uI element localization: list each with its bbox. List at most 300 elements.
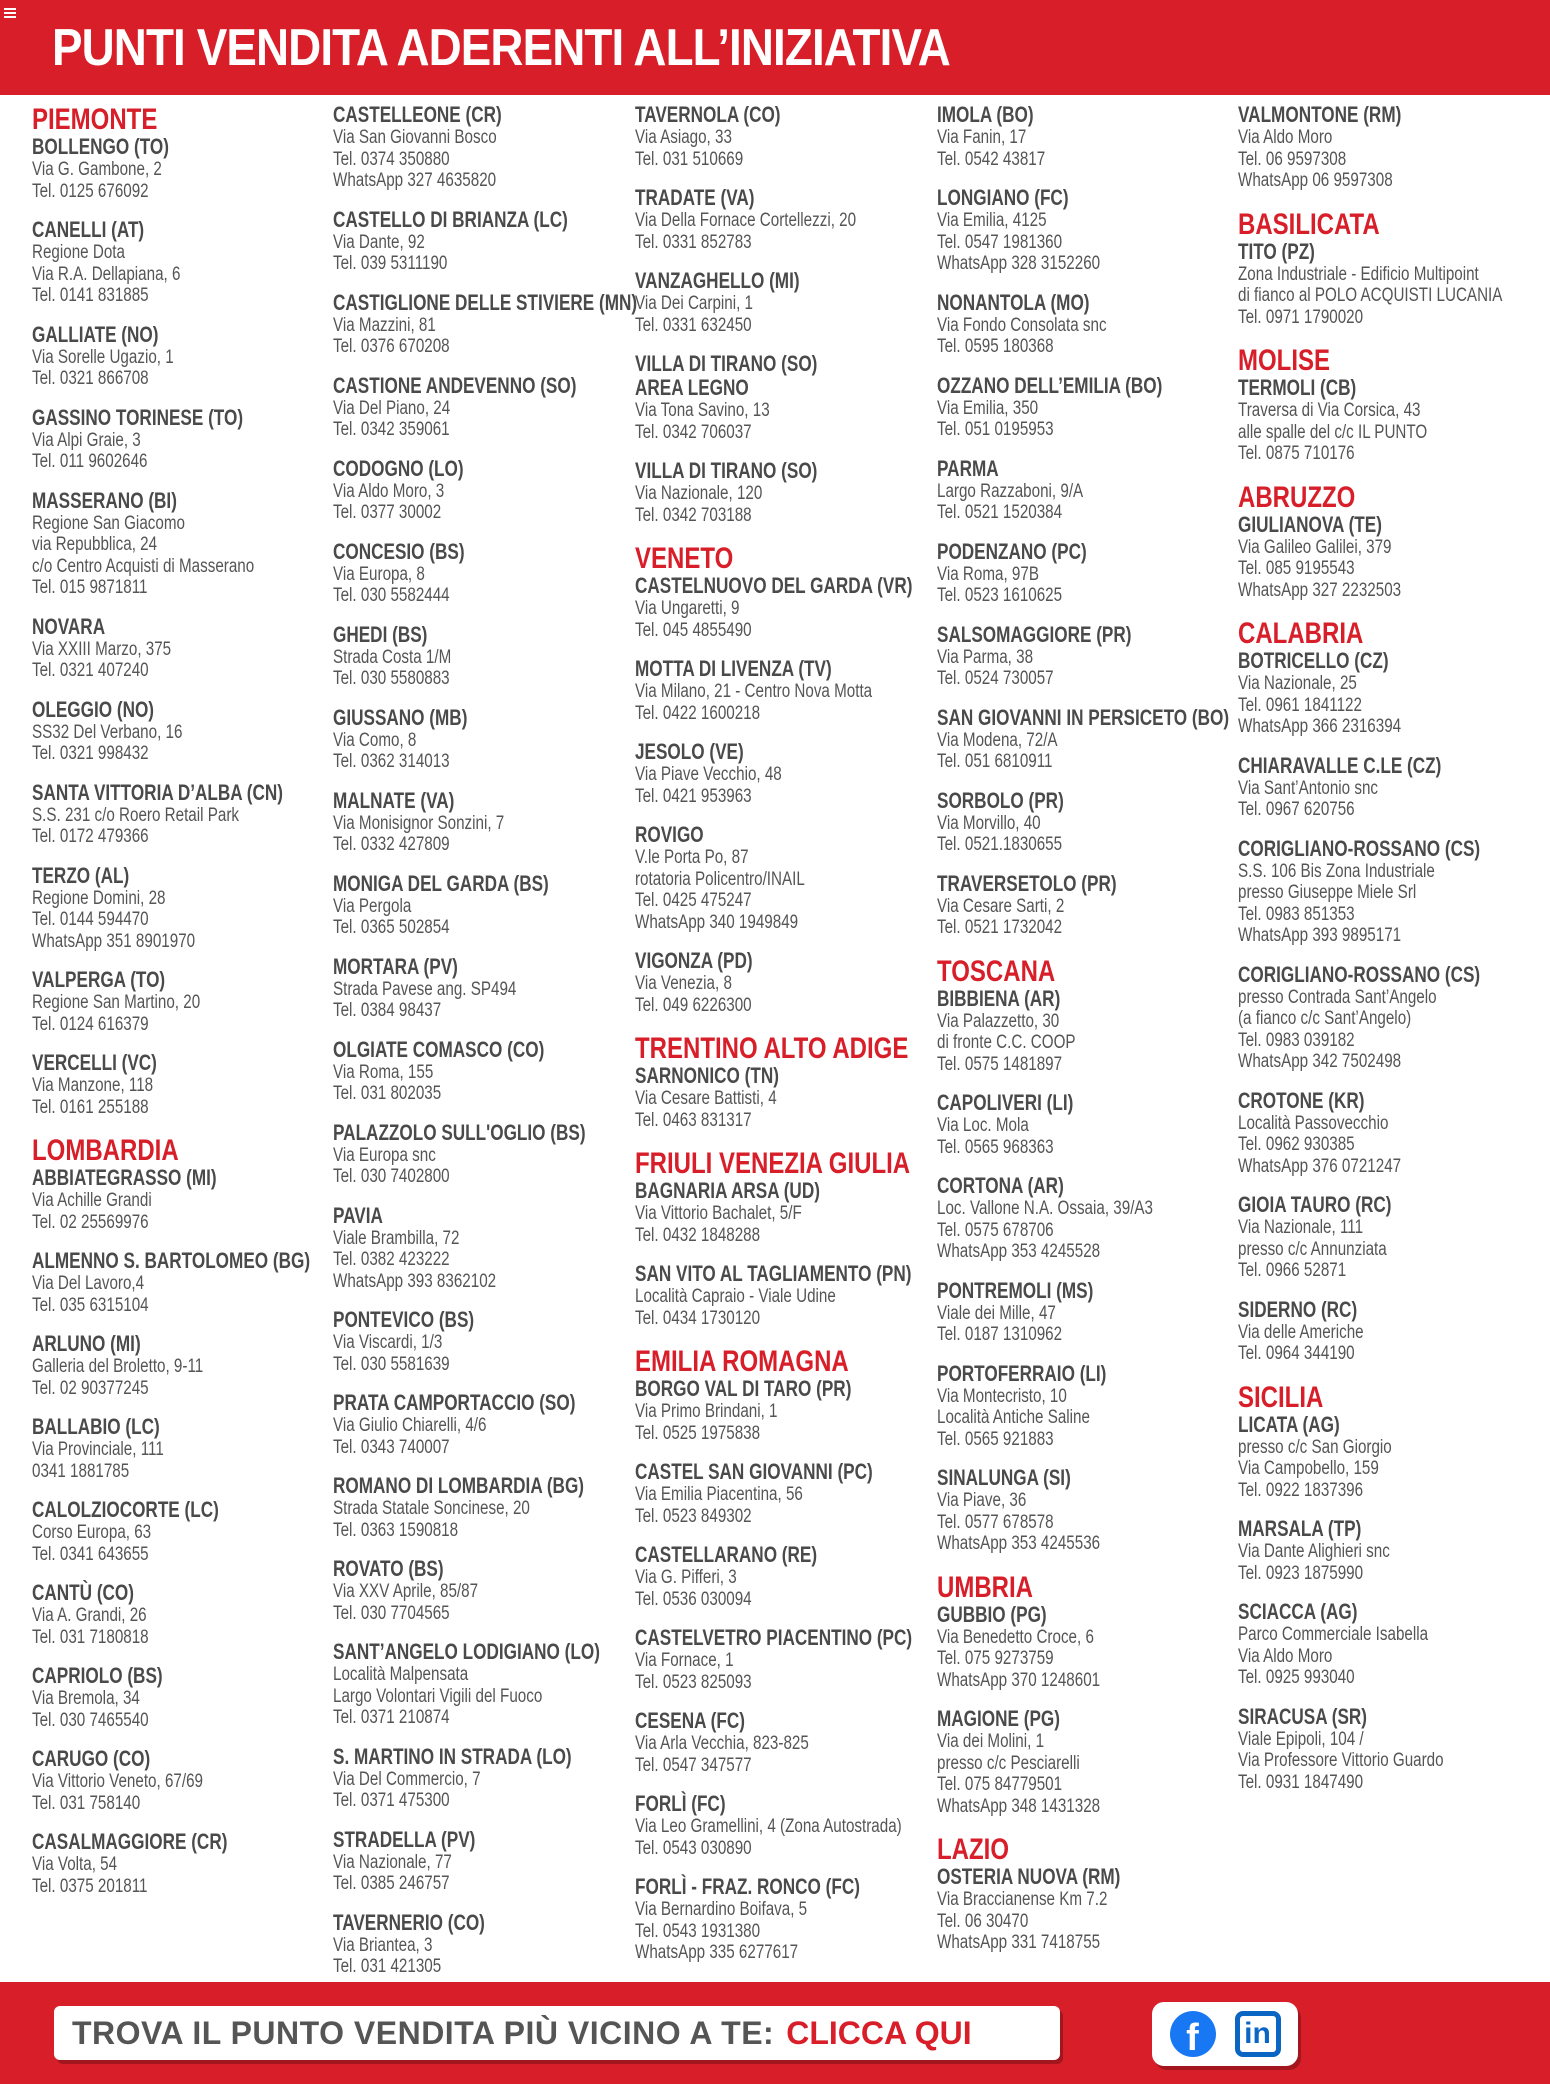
store-address-line: presso c/c Pesciarelli [937,1752,1080,1774]
store-entry [1238,103,1538,192]
store-phone: Tel. 0371 475300 [333,1790,450,1811]
store-entry [32,615,332,682]
store-address-line: Via Primo Brindani, 1 [635,1401,778,1422]
store-phone: Tel. 0523 849302 [635,1505,752,1527]
store-entry [635,1064,935,1131]
store-name: ALMENNO S. BARTOLOMEO (BG) [32,1248,311,1273]
store-entry [333,540,633,607]
store-address-line: Via Morvillo, 40 [937,812,1041,834]
store-address-line: Viale Brambilla, 72 [333,1227,460,1249]
store-whatsapp: WhatsApp 370 1248601 [937,1669,1101,1691]
store-address-line: Via Cesare Sarti, 2 [937,895,1065,917]
page-title: PUNTI VENDITA ADERENTI ALL’INIZIATIVA [52,19,950,77]
store-entry [32,323,332,390]
store-phone: Tel. 030 7402800 [333,1166,450,1187]
store-name: GIUSSANO (MB) [333,704,468,730]
store-phone: Tel. 0542 43817 [937,148,1046,170]
store-phone: Tel. 0575 678706 [937,1219,1054,1241]
store-entry [1238,1089,1538,1178]
store-phone: Tel. 0172 479366 [32,826,149,847]
store-phone: Tel. 0525 1975838 [635,1422,761,1444]
store-name: CANTÙ (CO) [32,1580,134,1605]
store-whatsapp: WhatsApp 348 1431328 [937,1795,1101,1817]
store-entry [333,706,633,773]
store-address-line: Via Della Fornace Cortellezzi, 20 [635,210,857,231]
store-phone: Tel. 0144 594470 [32,909,149,930]
store-phone: Tel. 0374 350880 [333,148,450,170]
store-address-line: Via Arla Vecchia, 823-825 [635,1733,809,1754]
store-name: LONGIANO (FC) [937,185,1069,210]
store-address-line: Via Del Piano, 24 [333,397,451,419]
store-column-2 [333,102,638,1994]
store-name: CASTELVETRO PIACENTINO (PC) [635,1625,913,1650]
menu-icon[interactable] [4,8,16,18]
store-address-line: Via Monisignor Sonzini, 7 [333,812,505,834]
store-entry [937,1707,1237,1817]
store-address-line: Località Capraio - Viale Udine [635,1286,836,1307]
store-entry [1238,754,1538,821]
store-address-line: Via Nazionale, 77 [333,1851,452,1873]
store-entry [32,1747,332,1814]
region-heading: UMBRIA [937,1570,1033,1604]
store-address-line: rotatoria Policentro/INAIL [635,868,805,890]
store-phone: Tel. 0434 1730120 [635,1307,761,1329]
store-name: BORGO VAL DI TARO (PR) [635,1376,852,1401]
store-phone: Tel. 02 90377245 [32,1377,149,1399]
store-name: VALMONTONE (RM) [1238,102,1402,127]
store-address-line: Strada Costa 1/M [333,646,452,668]
store-phone: Tel. 0875 710176 [1238,443,1355,464]
store-address-line: Via Del Lavoro,4 [32,1273,145,1294]
store-whatsapp: WhatsApp 328 3152260 [937,253,1101,274]
store-phone: Tel. 0964 344190 [1238,1343,1355,1364]
store-phone: Tel. 030 7465540 [32,1709,149,1731]
store-entry [333,955,633,1022]
store-phone: Tel. 0523 1610625 [937,585,1063,606]
store-name: OSTERIA NUOVA (RM) [937,1864,1121,1889]
store-name: TAVERNERIO (CO) [333,1909,485,1935]
store-address-line: Via Vittorio Bachalet, 5/F [635,1203,802,1224]
store-phone: Tel. 031 758140 [32,1792,141,1814]
store-phone: Tel. 085 9195543 [1238,558,1355,579]
store-column-3 [635,103,935,1980]
store-address-line: Via Fondo Consolata snc [937,314,1107,336]
store-entry [635,186,935,253]
store-phone: Tel. 0385 246757 [333,1873,450,1894]
store-entry [333,1391,633,1458]
store-phone: Tel. 02 25569976 [32,1211,149,1233]
store-phone: Tel. 0983 039182 [1238,1029,1355,1051]
store-entry [333,1911,633,1978]
store-entry [1238,649,1538,738]
store-name: TERMOLI (CB) [1238,375,1357,400]
store-address-line: Via Campobello, 159 [1238,1458,1379,1479]
store-name: CASTELLO DI BRIANZA (LC) [333,206,568,232]
store-address-line: Via Piave Vecchio, 48 [635,764,782,785]
store-whatsapp: WhatsApp 351 8901970 [32,930,196,952]
store-whatsapp: WhatsApp 340 1949849 [635,911,799,933]
store-name: BOTRICELLO (CZ) [1238,648,1389,673]
store-name: CORTONA (AR) [937,1173,1064,1198]
store-address-line: via Repubblica, 24 [32,534,158,555]
store-address-line: di fronte C.C. COOP [937,1032,1076,1053]
store-address-line: Via Montecristo, 10 [937,1385,1067,1407]
store-address-line: Via Emilia, 4125 [937,210,1047,231]
store-address-line: presso c/c San Giorgio [1238,1436,1392,1458]
store-address-line: Via Dante, 92 [333,231,425,253]
store-address-line: Via Viscardi, 1/3 [333,1332,443,1353]
store-address-line: Via Briantea, 3 [333,1934,433,1956]
store-whatsapp: WhatsApp 06 9597308 [1238,170,1393,191]
store-column-5 [1238,103,1538,1809]
store-entry [937,623,1237,690]
store-address-line: Via Piave, 36 [937,1490,1027,1511]
store-name: SINALUNGA (SI) [937,1465,1071,1490]
store-phone: Tel. 051 0195953 [937,419,1054,440]
store-address-line: presso Contrada Sant’Angelo [1238,986,1437,1008]
store-entry [635,459,935,526]
store-address-line: Località Passovecchio [1238,1112,1389,1134]
store-entry [937,1279,1237,1346]
store-name: CASTIONE ANDEVENNO (SO) [333,372,577,398]
store-name: ROMANO DI LOMBARDIA (BG) [333,1473,585,1498]
store-entry [1238,837,1538,947]
store-name: ROVATO (BS) [333,1556,444,1581]
store-address-line: Via Palazzetto, 30 [937,1010,1060,1032]
store-entry [32,698,332,765]
store-whatsapp: WhatsApp 342 7502498 [1238,1051,1402,1072]
store-address-line: Via Galileo Galilei, 379 [1238,536,1392,558]
store-phone: Tel. 0565 968363 [937,1136,1054,1158]
store-entry [635,1262,935,1329]
store-address-line: Via dei Molini, 1 [937,1731,1045,1752]
store-entry [937,872,1237,939]
store-phone: Tel. 015 9871811 [32,577,148,598]
store-name: CARUGO (CO) [32,1746,151,1771]
store-name: TRAVERSETOLO (PR) [937,870,1117,896]
store-name: SAN VITO AL TAGLIAMENTO (PN) [635,1261,912,1286]
region-heading: ABRUZZO [1238,480,1356,514]
store-entry [937,186,1237,275]
store-phone: Tel. 0343 740007 [333,1436,450,1458]
store-address-line: Via Benedetto Croce, 6 [937,1626,1094,1648]
store-name: MAGIONE (PG) [937,1706,1060,1731]
store-entry [333,789,633,856]
store-name: MOTTA DI LIVENZA (TV) [635,656,832,681]
store-address-line: Via Giulio Chiarelli, 4/6 [333,1415,487,1436]
store-address-line: Parco Commerciale Isabella [1238,1624,1429,1645]
store-name: TITO (PZ) [1238,238,1315,264]
store-phone: Tel. 0521.1830655 [937,834,1063,855]
store-name: VERCELLI (VC) [32,1050,157,1075]
store-entry [1238,376,1538,465]
store-phone: Tel. 0375 201811 [32,1875,148,1897]
store-phone: Tel. 0421 953963 [635,785,752,807]
store-phone: Tel. 0524 730057 [937,668,1054,689]
store-address-line: Via Ungaretti, 9 [635,598,740,619]
region-heading: FRIULI VENEZIA GIULIA [635,1147,911,1180]
store-address-line: SS32 Del Verbano, 16 [32,721,183,743]
store-entry [937,103,1237,170]
store-address-line: Regione San Martino, 20 [32,992,201,1013]
store-entry [333,1828,633,1895]
region-heading: SICILIA [1238,1380,1324,1414]
store-name: VALPERGA (TO) [32,967,166,992]
store-address-line: Via Milano, 21 - Centro Nova Motta [635,681,873,702]
store-entry [1238,1193,1538,1282]
store-entry [333,623,633,690]
store-entry [1238,1298,1538,1365]
store-entry [32,489,332,599]
store-name: SALSOMAGGIORE (PR) [937,621,1132,647]
region-heading: MOLISE [1238,344,1331,377]
store-name: CASTEL SAN GIOVANNI (PC) [635,1459,873,1484]
store-address-line: Via Roma, 97B [937,563,1039,585]
store-address-line: alle spalle del c/c IL PUNTO [1238,421,1428,443]
store-address-line: Via XXV Aprile, 85/87 [333,1581,479,1602]
store-name: GHEDI (BS) [333,621,428,647]
store-entry [333,374,633,441]
store-entry [333,1038,633,1105]
store-entry [32,1830,332,1897]
store-phone: Tel. 075 84779501 [937,1774,1063,1795]
store-name: CESENA (FC) [635,1708,745,1733]
store-address-line: (a fianco c/c Sant’Angelo) [1238,1008,1412,1029]
store-phone: Tel. 0547 347577 [635,1754,752,1776]
store-name: STRADELLA (PV) [333,1826,476,1852]
store-phone: Tel. 0384 98437 [333,1000,442,1021]
store-phone: Tel. 0363 1590818 [333,1519,459,1541]
facebook-icon[interactable] [1170,2011,1216,2057]
store-phone: Tel. 030 7704565 [333,1602,450,1624]
store-address-line: Via Modena, 72/A [937,729,1058,751]
store-name: MASSERANO (BI) [32,487,177,513]
store-whatsapp: WhatsApp 366 2316394 [1238,716,1402,737]
store-name: CALOLZIOCORTE (LC) [32,1497,219,1522]
store-name: GALLIATE (NO) [32,321,159,347]
store-name: TAVERNOLA (CO) [635,102,781,127]
store-name: TERZO (AL) [32,862,130,888]
store-phone: Tel. 0536 030094 [635,1588,752,1610]
store-address-line: Località Antiche Saline [937,1407,1090,1428]
store-address-line: Via Del Commercio, 7 [333,1768,481,1790]
store-address-line: Via Sant’Antonio snc [1238,777,1378,799]
store-entry [1238,513,1538,602]
store-phone: Tel. 031 421305 [333,1956,442,1977]
store-entry [333,1640,633,1729]
store-whatsapp: WhatsApp 331 7418755 [937,1932,1101,1953]
store-whatsapp: WhatsApp 393 9895171 [1238,925,1402,946]
store-entry [937,374,1237,441]
store-phone: Tel. 0161 255188 [32,1096,149,1118]
store-name: TRADATE (VA) [635,185,755,210]
store-address-line: Via Nazionale, 111 [1238,1217,1364,1238]
store-address-line: Via Tona Savino, 13 [635,400,770,421]
store-address-line: Via Dante Alighieri snc [1238,1541,1390,1562]
store-address-line: Largo Razzaboni, 9/A [937,480,1084,502]
store-phone: Tel. 0321 407240 [32,660,149,681]
find-store-button[interactable] [54,2006,1060,2060]
store-entry [635,823,935,933]
store-name: VANZAGHELLO (MI) [635,268,800,293]
store-phone: Tel. 045 4855490 [635,619,752,641]
store-name: PORTOFERRAIO (LI) [937,1360,1107,1386]
store-name: PONTREMOLI (MS) [937,1277,1094,1303]
store-name: ARLUNO (MI) [32,1331,141,1356]
store-entry [32,135,332,202]
store-entry [32,1498,332,1565]
store-name: NONANTOLA (MO) [937,289,1090,315]
header-bar [0,0,1550,95]
store-entry [1238,1517,1538,1584]
linkedin-icon[interactable] [1235,2011,1281,2057]
store-address-line: Via Como, 8 [333,729,417,751]
store-name: MONIGA DEL GARDA (BS) [333,870,549,896]
store-address-line: Via Pergola [333,895,412,917]
store-entry [937,540,1237,607]
store-entry [1238,963,1538,1073]
store-name: OZZANO DELL’EMILIA (BO) [937,372,1163,398]
store-phone: Tel. 075 9273759 [937,1648,1054,1669]
store-whatsapp: WhatsApp 393 8362102 [333,1270,497,1292]
store-phone: Tel. 039 5311190 [333,253,448,274]
store-entry [635,1875,935,1964]
store-address-line: Via Achille Grandi [32,1190,152,1211]
store-phone: Tel. 0925 993040 [1238,1667,1355,1688]
linkedin-glyph: in [1244,2017,1271,2050]
store-name: VIGONZA (PD) [635,948,753,973]
store-name: SORBOLO (PR) [937,787,1064,813]
store-name: IMOLA (BO) [937,102,1034,127]
store-name: MALNATE (VA) [333,787,455,813]
store-phone: Tel. 0521 1732042 [937,917,1063,938]
store-name: SCIACCA (AG) [1238,1599,1358,1624]
store-address-line: Via Roma, 155 [333,1061,434,1083]
store-entry [635,1460,935,1527]
store-address-line: Zona Industriale - Edificio Multipoint [1238,263,1479,285]
store-phone: Tel. 0422 1600218 [635,702,761,724]
store-name: CASTELLARANO (RE) [635,1542,818,1567]
store-name: PAVIA [333,1202,383,1228]
store-address-line: Via G. Gambone, 2 [32,159,162,180]
store-entry [333,1474,633,1541]
store-address-line: Via Bremola, 34 [32,1688,140,1709]
store-address-line: Via San Giovanni Bosco [333,127,497,148]
store-entry [333,208,633,275]
store-address-line: S.S. 231 c/o Roero Retail Park [32,804,239,826]
store-phone: Tel. 0565 921883 [937,1428,1054,1450]
store-phone: Tel. 0382 423222 [333,1249,450,1270]
store-phone: Tel. 0125 676092 [32,180,149,202]
store-phone: Tel. 0983 851353 [1238,903,1355,925]
store-phone: Tel. 0575 1481897 [937,1053,1063,1075]
store-column-1 [32,103,332,1913]
store-address-line: Via Fanin, 17 [937,127,1027,148]
store-phone: Tel. 0547 1981360 [937,231,1063,253]
store-name: SANTA VITTORIA D’ALBA (CN) [32,779,284,805]
store-phone: Tel. 049 6226300 [635,994,752,1016]
facebook-glyph: f [1186,2016,1199,2059]
store-address-line: Via Provinciale, 111 [32,1439,164,1460]
store-address-line: presso Giuseppe Miele Srl [1238,882,1417,903]
store-name: GUBBIO (PG) [937,1601,1047,1627]
store-name: SIDERNO (RC) [1238,1296,1358,1322]
store-entry [1238,1705,1538,1794]
store-phone: Tel. 0931 1847490 [1238,1771,1364,1793]
store-phone: Tel. 0463 831317 [635,1109,752,1131]
store-entry [32,864,332,953]
store-list [32,103,1532,1983]
region-heading: LAZIO [937,1833,1009,1866]
store-address-line: Via delle Americhe [1238,1321,1364,1343]
store-address-line: Via Volta, 54 [32,1854,118,1875]
store-entry [32,1664,332,1731]
store-phone: Tel. 0425 475247 [635,890,752,911]
store-address-line: Traversa di Via Corsica, 43 [1238,400,1421,421]
store-entry [32,1051,332,1118]
store-name: GASSINO TORINESE (TO) [32,404,244,430]
store-entry [937,1174,1237,1263]
store-address-line: 0341 1881785 [32,1460,130,1482]
store-address-line: Regione Domini, 28 [32,887,166,909]
store-entry [937,457,1237,524]
store-address-line: Loc. Vallone N.A. Ossaia, 39/A3 [937,1198,1154,1219]
footer-bar [0,1982,1550,2084]
store-entry [333,872,633,939]
store-entry [937,291,1237,358]
store-phone: Tel. 0342 359061 [333,419,450,440]
store-address-line: Via Aldo Moro [1238,1645,1333,1667]
store-phone: Tel. 0321 998432 [32,743,149,764]
store-entry [635,1377,935,1444]
store-address-line: Via A. Grandi, 26 [32,1605,147,1626]
store-phone: Tel. 0577 678578 [937,1511,1054,1533]
store-entry [635,574,935,641]
store-entry [32,218,332,307]
store-name: ABBIATEGRASSO (MI) [32,1165,217,1190]
store-name: GIULIANOVA (TE) [1238,511,1382,537]
store-whatsapp: WhatsApp 353 4245528 [937,1241,1101,1262]
store-entry [937,1362,1237,1451]
region-heading: BASILICATA [1238,207,1380,241]
store-address-line: Via Sorelle Ugazio, 1 [32,346,174,368]
store-phone: Tel. 0376 670208 [333,336,450,357]
store-entry [32,1415,332,1482]
click-here-link[interactable]: CLICCA QUI [786,2014,972,2051]
store-entry [635,269,935,336]
store-entry [333,103,633,192]
store-name: PALAZZOLO SULL'OGLIO (BS) [333,1119,586,1145]
store-entry [635,352,935,443]
store-phone: Tel. 06 9597308 [1238,148,1347,170]
store-name: MORTARA (PV) [333,953,458,979]
store-entry [937,1603,1237,1692]
store-address-line: Via Nazionale, 25 [1238,673,1357,694]
store-name: CAPOLIVERI (LI) [937,1090,1074,1115]
store-address-line: S.S. 106 Bis Zona Industriale [1238,860,1435,882]
store-phone: Tel. 0962 930385 [1238,1134,1355,1155]
store-address-line: Via Professore Vittorio Guardo [1238,1750,1444,1771]
store-address-line: Via Bernardino Boifava, 5 [635,1899,808,1920]
store-name: SARNONICO (TN) [635,1063,779,1088]
store-name: CANELLI (AT) [32,217,145,242]
store-name: BAGNARIA ARSA (UD) [635,1178,820,1203]
store-entry [937,1091,1237,1158]
store-name: NOVARA [32,613,106,639]
store-address-line: Via Vittorio Veneto, 67/69 [32,1771,203,1792]
store-phone: Tel. 0377 30002 [333,502,442,523]
store-entry [635,1792,935,1859]
